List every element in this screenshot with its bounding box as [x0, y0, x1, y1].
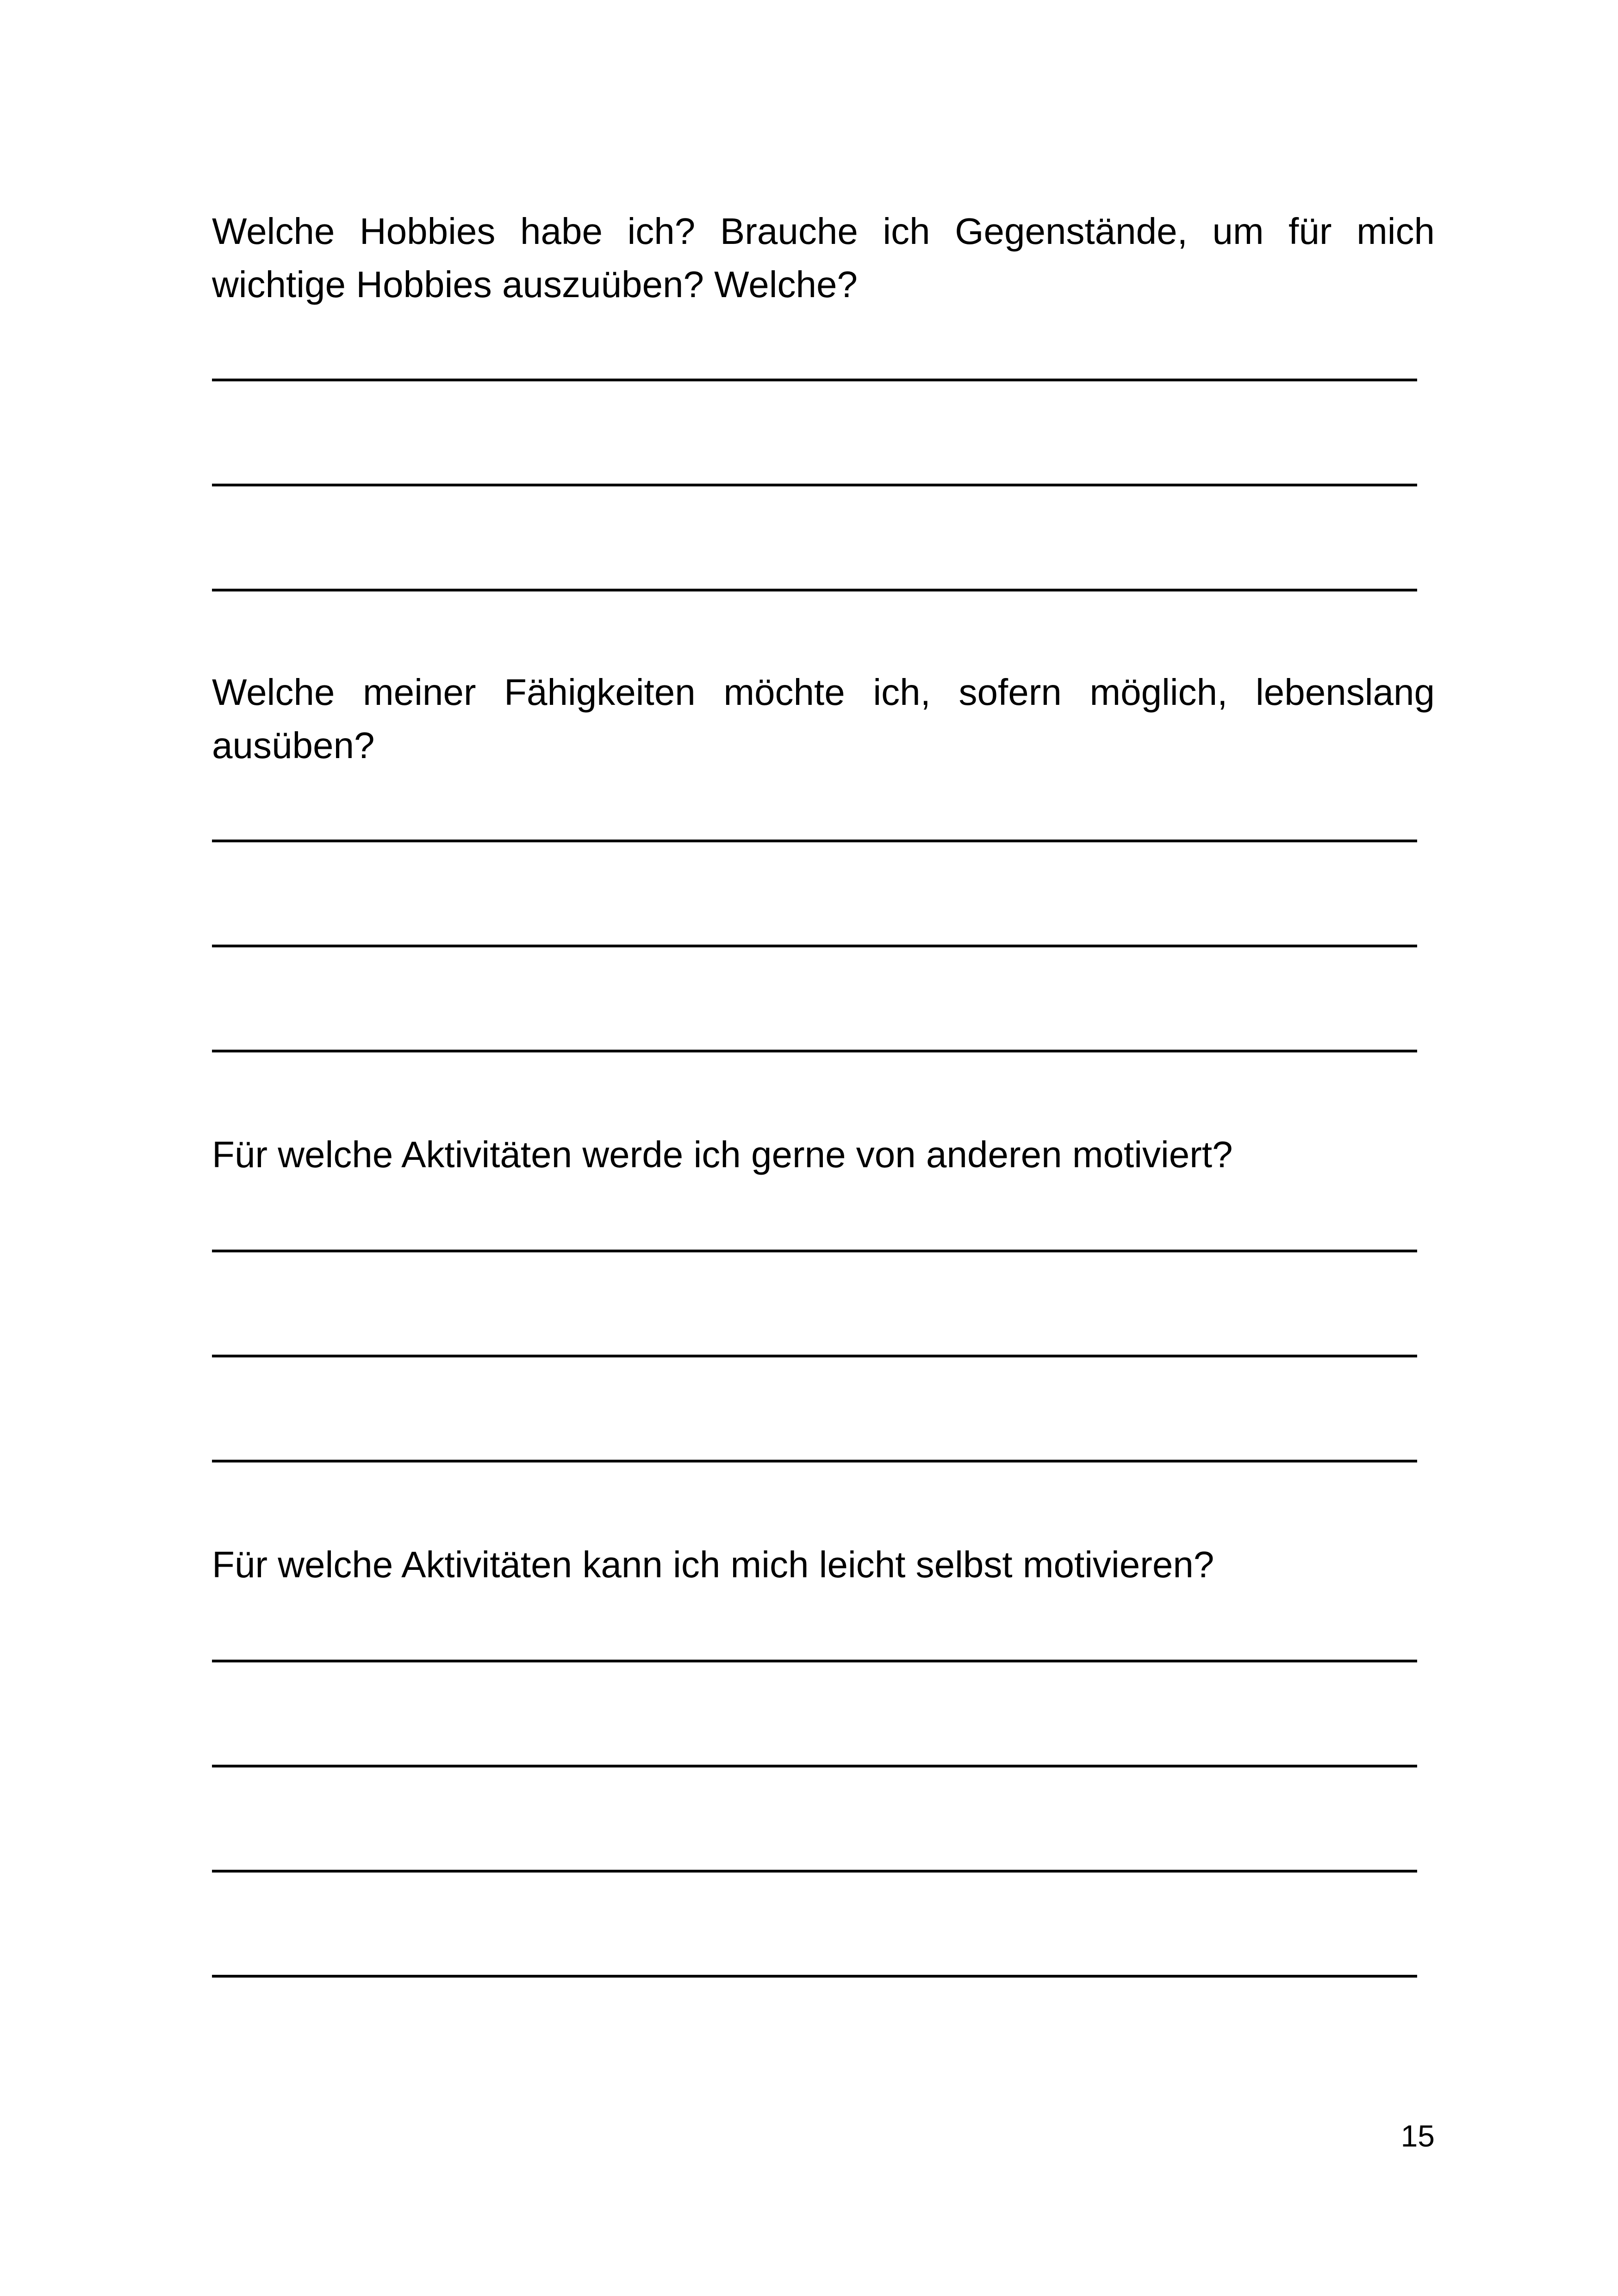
answer-line[interactable] [212, 1870, 1417, 1873]
answer-line[interactable] [212, 589, 1417, 591]
answer-line[interactable] [212, 1460, 1417, 1462]
question-hobbies: Welche Hobbies habe ich? Brauche ich Gegenstände, um für mich wichtige Hobbies auszuüben? Welche? [212, 211, 1435, 305]
answer-line[interactable] [212, 379, 1417, 381]
question-motiviert-von-anderen: Für welche Aktivitäten werde ich gerne von anderen motiviert? [212, 1134, 1233, 1175]
answer-line[interactable] [212, 945, 1417, 947]
answer-line[interactable] [212, 840, 1417, 842]
answer-line[interactable] [212, 1050, 1417, 1052]
answer-line[interactable] [212, 1660, 1417, 1662]
answer-line[interactable] [212, 1975, 1417, 1978]
answer-line[interactable] [212, 484, 1417, 486]
page-number: 15 [1400, 2119, 1435, 2153]
answer-line[interactable] [212, 1355, 1417, 1357]
answer-line[interactable] [212, 1765, 1417, 1767]
answer-line[interactable] [212, 1250, 1417, 1252]
question-faehigkeiten: Welche meiner Fähigkeiten möchte ich, sofern möglich, lebenslang ausüben? [212, 672, 1435, 766]
question-selbst-motivieren: Für welche Aktivitäten kann ich mich leicht selbst motivieren? [212, 1544, 1214, 1585]
